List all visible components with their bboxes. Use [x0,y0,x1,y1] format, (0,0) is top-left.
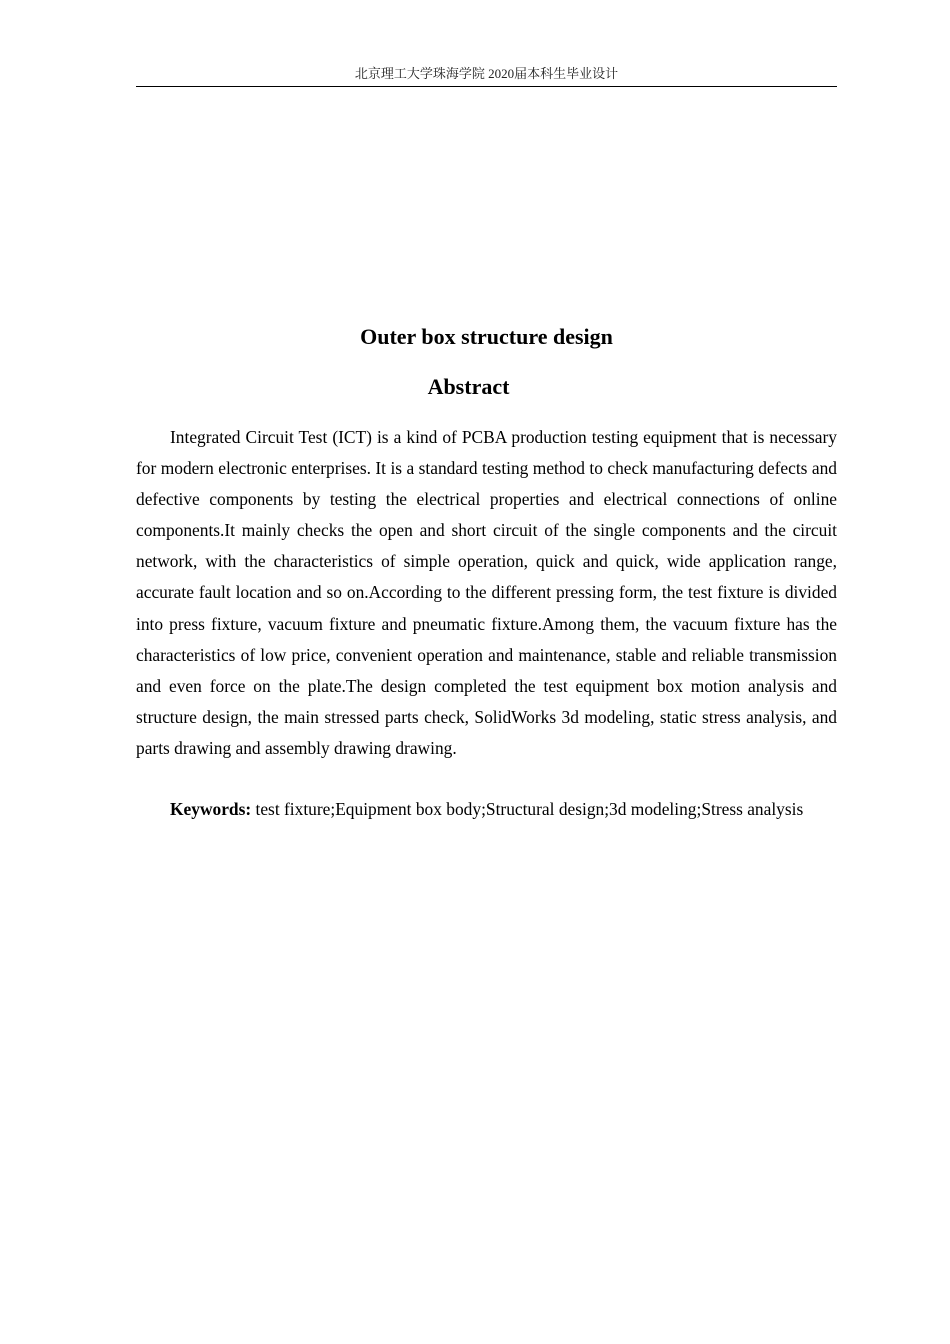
keywords-text: test fixture;Equipment box body;Structural design;3d modeling;Stress analysis [251,799,804,819]
keywords-label: Keywords: [170,799,252,819]
header-text: 北京理工大学珠海学院 2020届本科生毕业设计 [354,66,619,81]
keywords-paragraph [136,794,837,825]
abstract-body: Integrated Circuit Test (ICT) is a kind of PCBA production testing equipment that is necessary for modern electronic enterprises. It is a standard testing method to check manufacturing defects and defective components by testing the electrical properties and electrical connections of online components.It mainly checks the open and short circuit of the single components and the circuit network, with the characteristics of simple operation, quick and quick, wide application range, accurate fault location and so on.According to the different pressing form, the test fixture is divided into press fixture, vacuum fixture and pneumatic fixture.Among them, the vacuum fixture has the characteristics of low price, convenient operation and maintenance, stable and reliable transmission and even force on the plate.The design completed the test equipment box motion analysis and structure design, the main stressed parts check, SolidWorks 3d modeling, static stress analysis, and parts drawing and assembly drawing drawing. [136,427,837,758]
page-header [136,64,837,87]
document-title: Outer box structure design [360,324,613,349]
abstract-heading: Abstract [427,374,510,399]
